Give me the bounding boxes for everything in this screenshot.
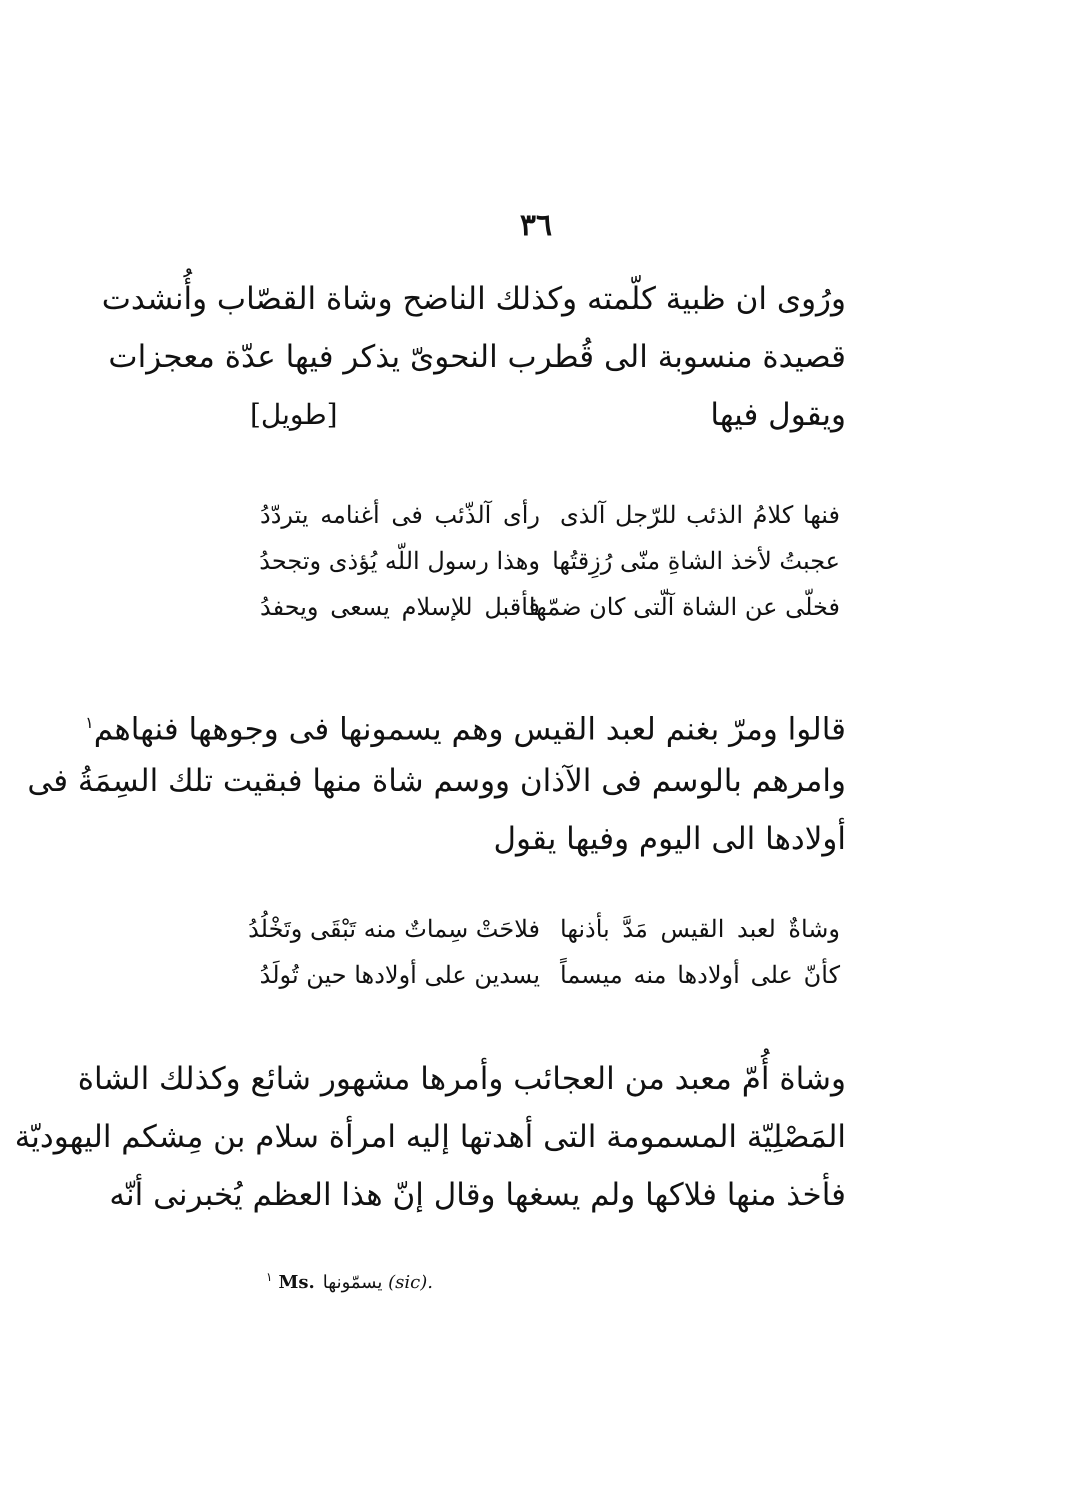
footnote-reference: ١ xyxy=(85,713,94,732)
verse-line xyxy=(260,584,840,630)
paragraph-2-line-3: أولادها الى اليوم وفيها يقول xyxy=(493,821,846,857)
verse-block-2 xyxy=(248,906,840,998)
paragraph-2 xyxy=(27,694,846,868)
verse-block-1 xyxy=(260,492,840,630)
verse-second-hemistich: يسدين على أولادها حين تُولَدُ xyxy=(259,961,540,989)
verse-line xyxy=(260,492,840,538)
verse-second-hemistich: رأى آلذّئب فى أغنامه يتردّدُ xyxy=(260,501,540,529)
verse-first-hemistich: فنها كلامُ الذئب للرّجل آلذى xyxy=(560,501,840,529)
verse-first-hemistich: عجبتُ لأخذ الشاةِ منّى رُزِقتُها xyxy=(552,547,840,575)
paragraph-3-line-2: المَصْلِيّة المسمومة التى أهدتها إليه امرأة سلام بن مِشكم اليهوديّة xyxy=(14,1119,846,1155)
page-number: ٣٦ xyxy=(519,208,553,243)
paragraph-3-line-3: فأخذ منها فلاكها ولم يسغها وقال إنّ هذا العظم يُخبرنى أنّه xyxy=(109,1177,846,1213)
verse-first-hemistich: كأنّ على أولادها منه ميسماً xyxy=(560,961,840,989)
verse-second-hemistich: فلاحَتْ سِماتٌ منه تَبْقَى وتَخْلُدُ xyxy=(248,915,540,943)
footnote-sic: (sic). xyxy=(388,1272,433,1293)
footnote xyxy=(266,1270,433,1293)
footnote-arabic: يسمّونها xyxy=(322,1272,383,1293)
paragraph-2-line-2: وامرهم بالوسم فى الآذان ووسم شاة منها فبقيت تلك السِمَةُ فى xyxy=(27,763,846,799)
verse-first-hemistich: فخلّى عن الشاة آلّتى كان ضمّها xyxy=(528,593,840,621)
paragraph-1-line-2: قصيدة منسوبة الى قُطرب النحوىّ يذكر فيها عدّة معجزات xyxy=(108,339,846,375)
paragraph-2-line-1 xyxy=(85,694,846,752)
verse-line xyxy=(260,952,840,998)
meter-label: [طويل] xyxy=(250,398,338,431)
verse-second-hemistich: وهذا رسول اللّه يُؤذى وتجحدُ xyxy=(259,547,540,575)
verse-line xyxy=(248,906,840,952)
paragraph-3 xyxy=(14,1050,846,1224)
paragraph-1 xyxy=(101,270,846,444)
paragraph-3-line-1: وشاة أُمّ معبد من العجائب وأمرها مشهور شائع وكذلك الشاة xyxy=(77,1061,846,1097)
verse-line xyxy=(260,538,840,584)
footnote-ms-label: Ms. xyxy=(278,1272,315,1293)
paragraph-1-line-1: ورُوى ان ظبية كلّمته وكذلك الناضح وشاة القصّاب وأُنشدت xyxy=(101,281,846,317)
verse-second-hemistich: فأقبل للإسلام يسعى ويحفدُ xyxy=(260,593,540,621)
paragraph-1-line-3: ويقول فيها xyxy=(710,397,846,433)
paragraph-2-line-1-text: قالوا ومرّ بغنم لعبد القيس وهم يسمونها فى وجوهها فنهاهم xyxy=(93,711,846,748)
footnote-mark: ١ xyxy=(266,1270,273,1284)
verse-first-hemistich: وشاةٌ لعبد القيس مَدَّ بأذنها xyxy=(560,915,840,943)
